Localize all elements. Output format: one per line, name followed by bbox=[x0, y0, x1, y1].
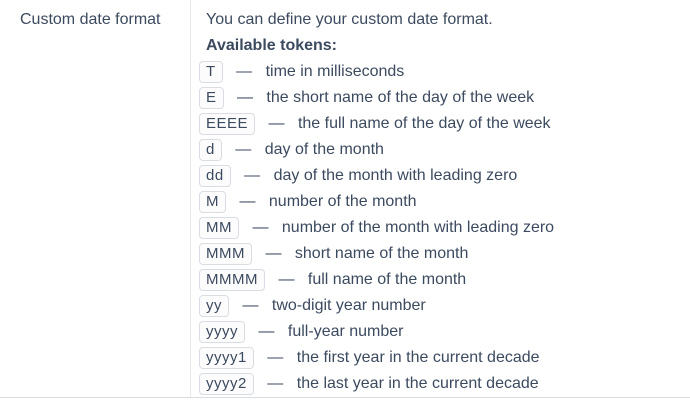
token-line bbox=[199, 163, 676, 189]
token-badge: MMMM bbox=[199, 269, 265, 291]
em-dash: — bbox=[258, 323, 275, 340]
token-badge: yyyy bbox=[199, 321, 245, 343]
description-paragraph: You can define your custom date format. bbox=[206, 11, 493, 28]
em-dash: — bbox=[267, 375, 284, 392]
token-badge: yy bbox=[199, 295, 229, 317]
token-line bbox=[199, 137, 676, 163]
token-description: number of the month with leading zero bbox=[281, 219, 555, 236]
token-description: two-digit year number bbox=[271, 297, 426, 314]
setting-name-cell bbox=[0, 0, 191, 397]
token-line bbox=[199, 111, 676, 137]
token-badge: d bbox=[199, 139, 222, 161]
token-badge: E bbox=[199, 87, 224, 109]
token-line bbox=[199, 345, 676, 371]
token-line bbox=[199, 319, 676, 345]
token-list bbox=[206, 59, 676, 397]
token-line bbox=[199, 267, 676, 293]
token-description: full-year number bbox=[287, 323, 404, 340]
token-line bbox=[199, 215, 676, 241]
token-badge: MMM bbox=[199, 243, 252, 265]
token-description: day of the month bbox=[264, 141, 384, 158]
em-dash: — bbox=[242, 297, 259, 314]
token-line bbox=[199, 85, 676, 111]
em-dash: — bbox=[267, 349, 284, 366]
em-dash: — bbox=[278, 271, 295, 288]
token-description: the last year in the current decade bbox=[296, 375, 539, 392]
token-badge: T bbox=[199, 61, 223, 83]
em-dash: — bbox=[235, 141, 252, 158]
token-line bbox=[199, 241, 676, 267]
token-description: the first year in the current decade bbox=[296, 349, 540, 366]
em-dash: — bbox=[268, 115, 285, 132]
token-description: full name of the month bbox=[307, 271, 467, 288]
em-dash: — bbox=[252, 219, 269, 236]
token-line bbox=[199, 293, 676, 319]
em-dash: — bbox=[265, 245, 282, 262]
setting-name: Custom date format bbox=[20, 11, 161, 28]
token-badge: MM bbox=[199, 217, 239, 239]
token-badge: M bbox=[199, 191, 226, 213]
token-badge: yyyy2 bbox=[199, 373, 254, 395]
em-dash: — bbox=[236, 63, 253, 80]
token-description: the full name of the day of the week bbox=[297, 115, 551, 132]
available-tokens-heading: Available tokens: bbox=[206, 37, 338, 54]
token-description: the short name of the day of the week bbox=[266, 89, 535, 106]
em-dash: — bbox=[244, 167, 261, 184]
token-line bbox=[199, 189, 676, 215]
token-badge: yyyy1 bbox=[199, 347, 254, 369]
token-badge: dd bbox=[199, 165, 231, 187]
setting-description-cell bbox=[191, 0, 690, 397]
token-line bbox=[199, 371, 676, 397]
em-dash: — bbox=[236, 89, 253, 106]
em-dash: — bbox=[239, 193, 256, 210]
token-badge: EEEE bbox=[199, 113, 255, 135]
token-description: short name of the month bbox=[294, 245, 469, 262]
token-line bbox=[199, 59, 676, 85]
token-description: number of the month bbox=[268, 193, 417, 210]
token-description: time in milliseconds bbox=[265, 63, 405, 80]
token-description: day of the month with leading zero bbox=[273, 167, 518, 184]
